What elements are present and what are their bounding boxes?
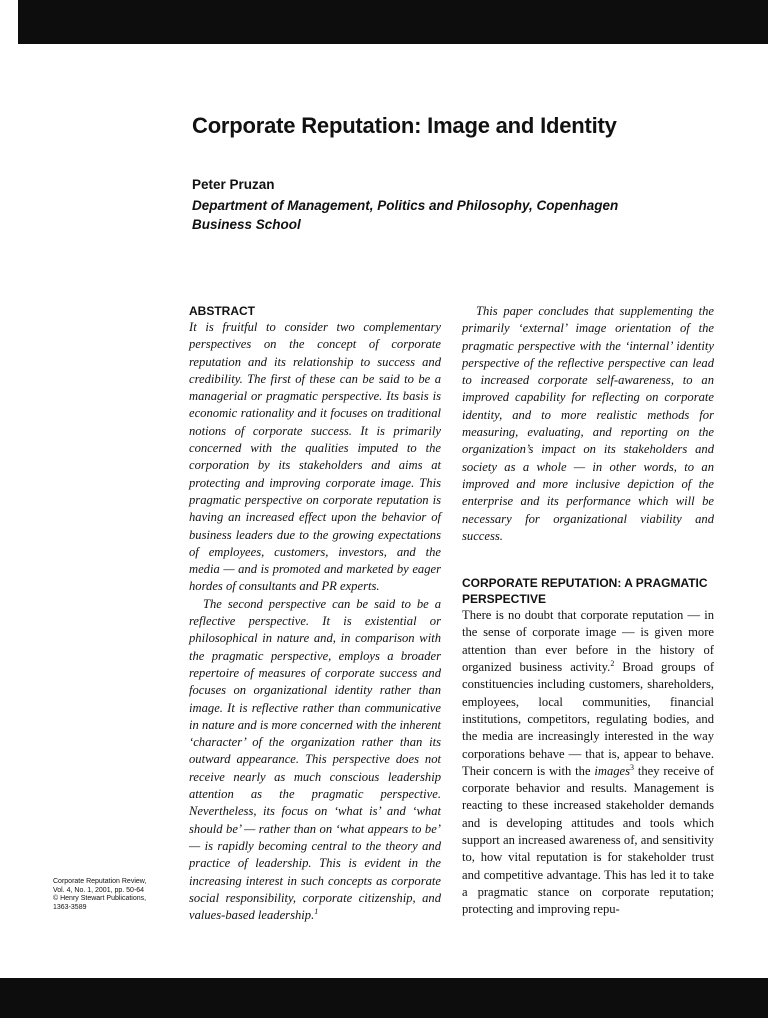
author-name: Peter Pruzan xyxy=(192,177,275,192)
author-affiliation: Department of Management, Politics and Philosophy, Copenhagen Business School xyxy=(192,198,619,232)
section-text-c: they receive of corporate behavior and results. Management is reacting to these increased stakeholder demands and is developing attitudes and tools which support an increased awareness of, and sensitivity to, how vital reputation is for stakeholder trust and competitive advantage. This has led it to take a pragmatic stance on corporate reputation; protecting and improving repu- xyxy=(462,763,715,917)
abstract-paragraph-2 xyxy=(189,596,441,925)
section-text-b: Broad groups of constituencies including customers, shareholders, employees, local communities, financial institutions, competitors, regulating bodies, and the media are increasingly interested in the way corporations behave — that is, appear to behave. Their concern is with the xyxy=(462,660,715,778)
page-title: Corporate Reputation: Image and Identity xyxy=(192,113,617,138)
citation-line-3: © Henry Stewart Publications, xyxy=(53,895,147,902)
footnote-marker-1: 1 xyxy=(314,906,319,916)
abstract-paragraph-2-text: The second perspective can be said to be a reflective perspective. It is existential or philosophical in nature and, in comparison with the pragmatic perspective, employs a broader repertoire of measures of corporate success and focuses on organizational identity rather than image. It is reflective rather than communicative in nature and is more concerned with the inherent ‘character’ of the organization rather than its outward appearance. This perspective does not receive nearly as much conscious leadership attention as the pragmatic perspective. Nevertheless, its focus on ‘what is’ and ‘what should be’ — rather than on ‘what appears to be’ — is rapidly becoming central to the theory and practice of leadership. This is evident in the increasing interest in such concepts as corporate social responsibility, corporate citizenship, and values-based leadership. xyxy=(189,596,441,923)
abstract-heading: ABSTRACT xyxy=(189,304,255,318)
journal-citation xyxy=(53,878,171,912)
bottom-scan-bar xyxy=(0,978,768,1018)
abstract-paragraph-1: It is fruitful to consider two complementary perspectives on the concept of corporate reputation and its relationship to success and credibility. The first of these can be said to be a managerial or pragmatic perspective. Its basis is economic rationality and it focuses on traditional notions of corporate success. It is primarily concerned with the qualities imputed to the corporation by its stakeholders and aims at protecting and improving corporate image. This pragmatic perspective on corporate reputation is having an increased effect upon the behavior of business leaders due to the growing expectations of employees, customers, investors, and the media — and is promoted and marketed by eager hordes of consultants and PR experts. xyxy=(189,320,441,594)
abstract-paragraph-3: This paper concludes that supplementing the primarily ‘external’ image orientation of the pragmatic perspective with the ‘internal’ identity perspective of the reflective perspective can lead to increased corporate self-awareness, to an improved capability for reflecting on corporate identity, and to more realistic methods for measuring, evaluating, and reporting on the organization’s impact on its stakeholders and society as a whole — in other words, to an improved and more inclusive depiction of the enterprise and its performance which will be necessary for organizational viability and success. xyxy=(462,304,714,543)
top-scan-bar xyxy=(18,0,768,44)
footnote-marker-2: 2 xyxy=(610,658,615,668)
section-text-emphasis: images xyxy=(594,763,631,778)
section-paragraph xyxy=(462,607,714,918)
footnote-marker-3: 3 xyxy=(630,762,635,772)
citation-line-2: Vol. 4, No. 1, 2001, pp. 50-64 xyxy=(53,886,145,894)
left-column xyxy=(189,303,441,924)
citation-line-4: 1363-3589 xyxy=(53,903,87,911)
citation-line-1: Corporate Reputation Review, xyxy=(53,878,147,885)
section-heading: CORPORATE REPUTATION: A PRAGMATIC PERSPECTIVE xyxy=(462,576,708,607)
right-column xyxy=(462,303,714,919)
section-text-a: There is no doubt that corporate reputation — in the sense of corporate image — is given more attention than ever before in the history of organized business activity. xyxy=(462,608,714,675)
